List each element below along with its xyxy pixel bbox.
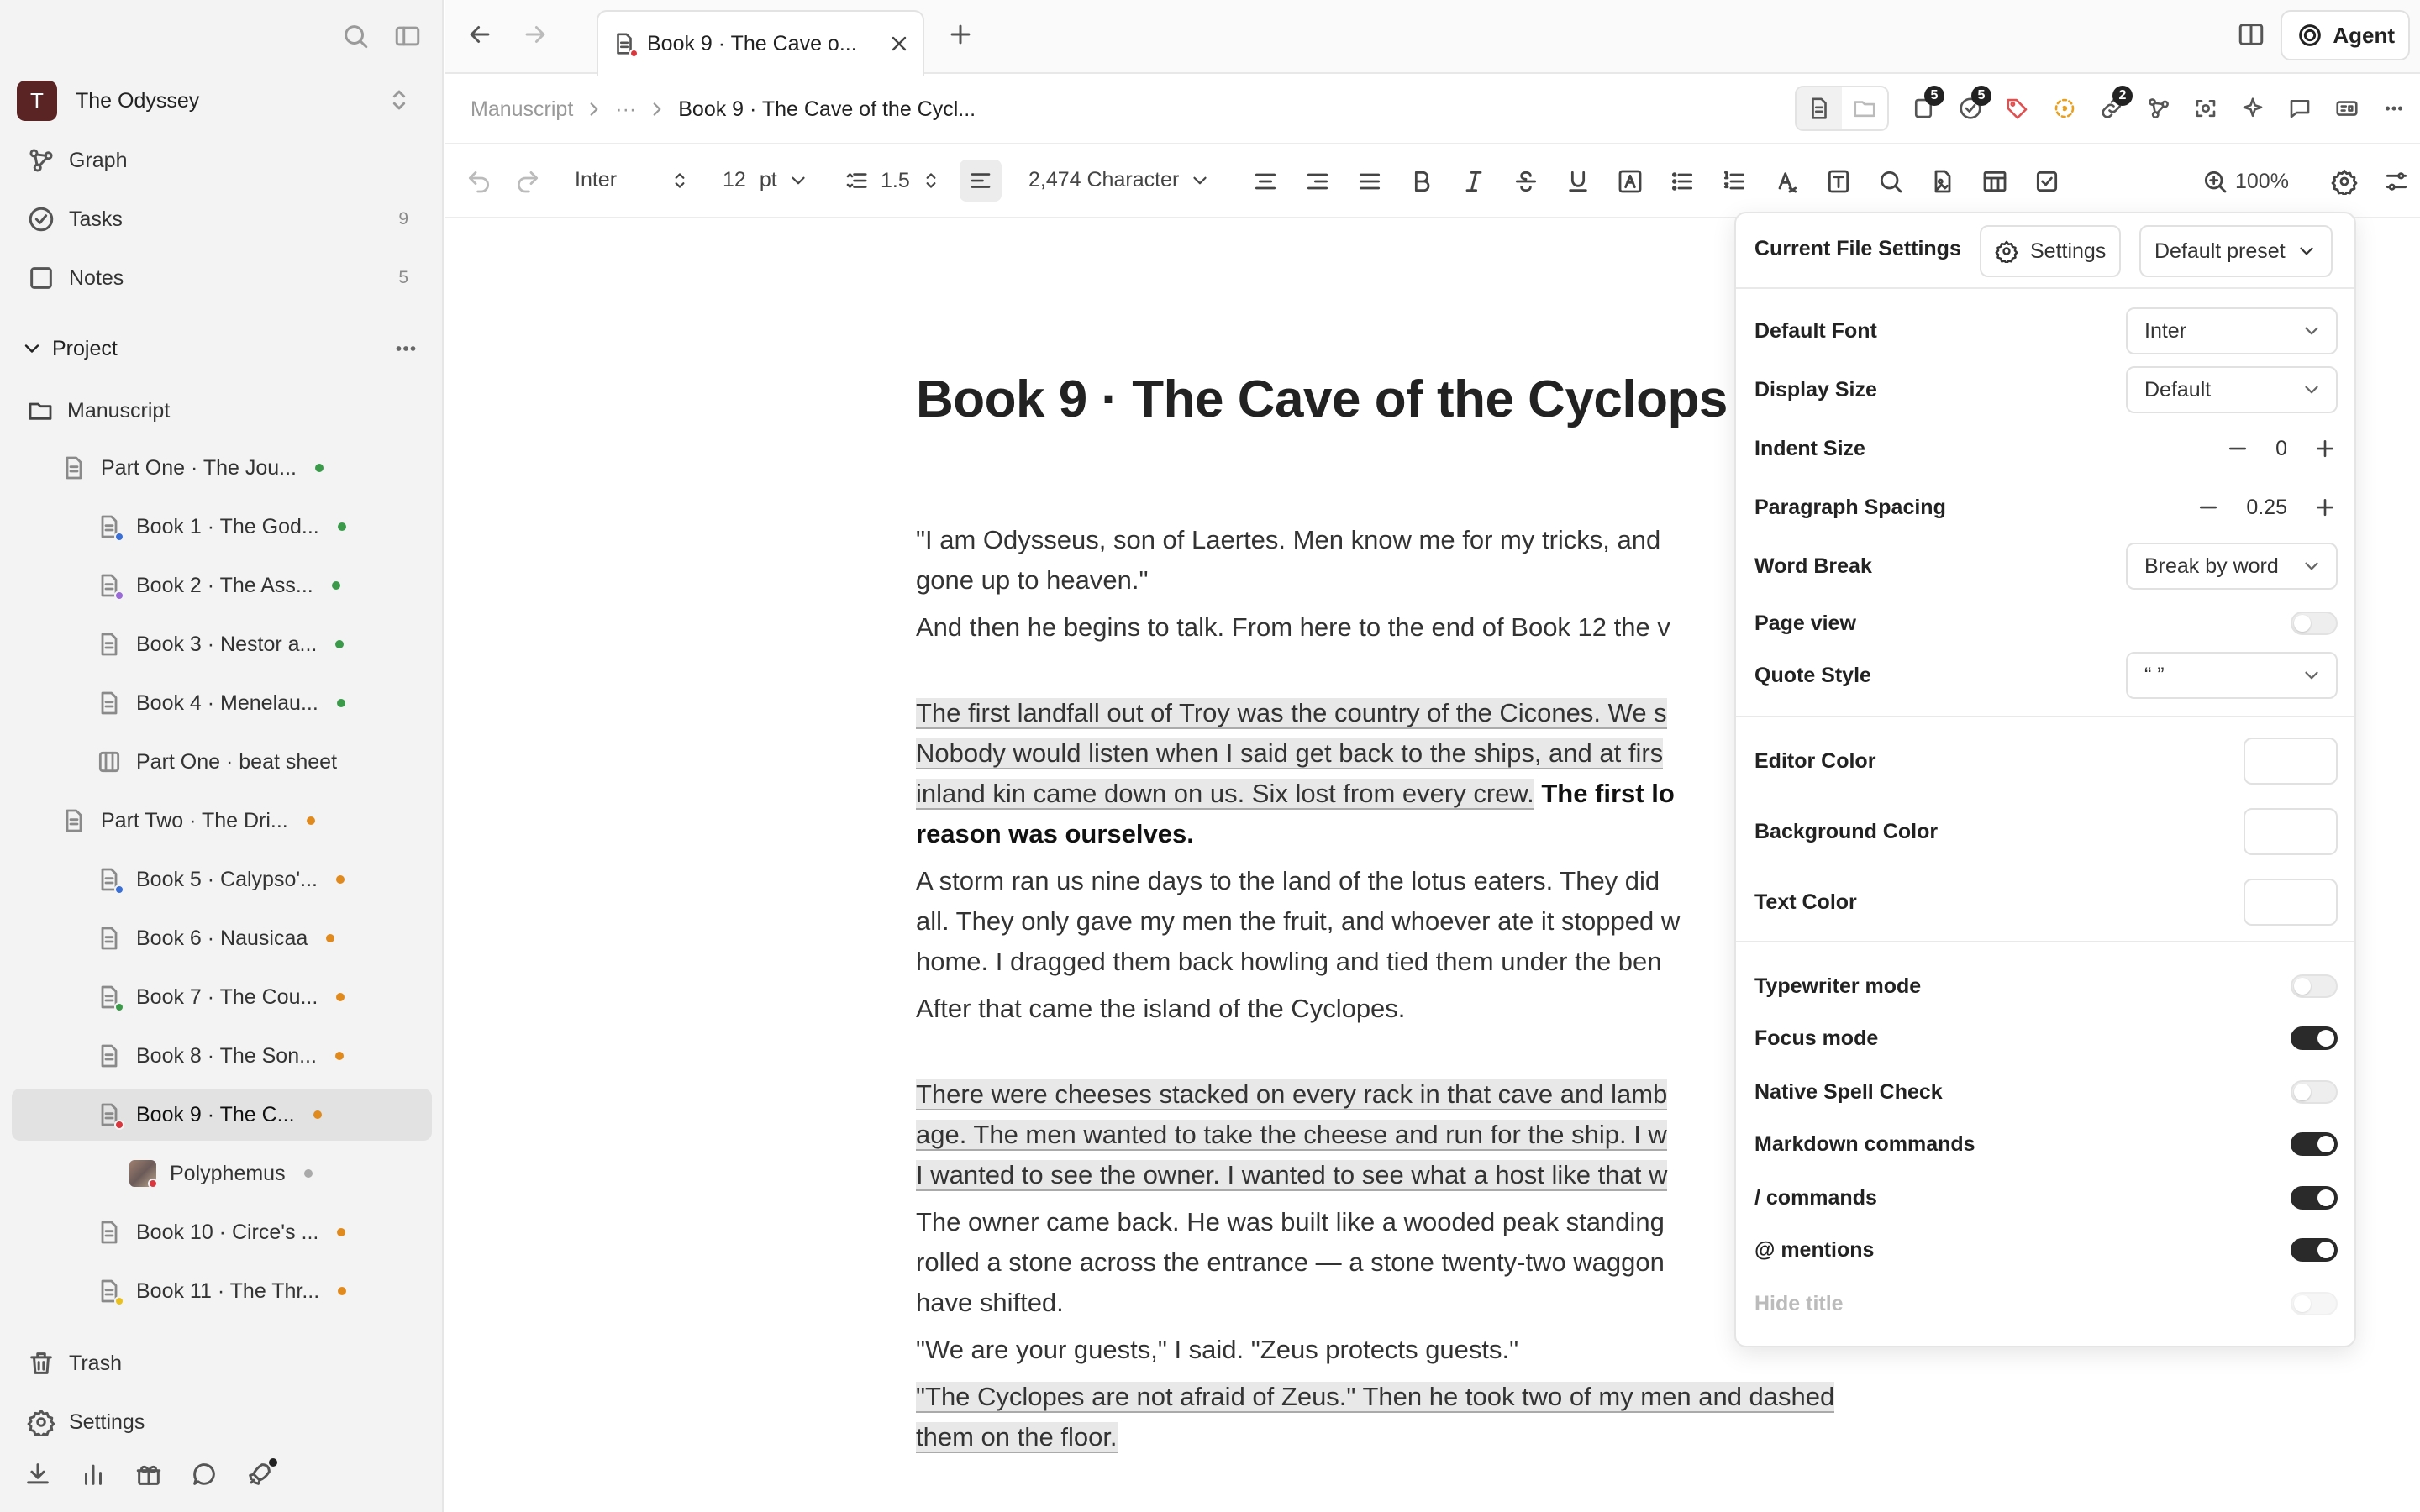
highlighted-text: The first landfall out of Troy was the country of the Cicones. We s — [916, 698, 1667, 727]
graph-icon[interactable] — [2146, 96, 2171, 121]
default-font-value: Inter — [2144, 318, 2187, 343]
quote-style-row — [1754, 650, 2338, 701]
chevron-down-icon — [2301, 379, 2323, 401]
folder-icon — [27, 397, 54, 424]
paragraph-spacing-row — [1754, 482, 2338, 533]
quote-style-value: “ ” — [2144, 663, 2165, 687]
tree-item[interactable] — [12, 442, 432, 494]
text-line: "We are your guests," I said. "Zeus protects guests." — [916, 1335, 1519, 1364]
default-font-label: Default Font — [1754, 318, 1877, 343]
paragraph[interactable] — [916, 989, 1874, 1029]
italic-icon[interactable] — [1460, 168, 1487, 195]
trash-icon — [27, 1349, 69, 1378]
gear-icon — [27, 1408, 69, 1436]
document-icon — [96, 1101, 123, 1128]
focus-mode-row — [1754, 1013, 2338, 1063]
agent-icon — [2296, 21, 2324, 50]
chevron-right-icon — [583, 98, 605, 120]
chevron-up-down-icon — [385, 86, 413, 114]
tree-item[interactable] — [12, 1089, 432, 1141]
panel-title: Current File Settings — [1754, 237, 1961, 260]
settings-button-label: Settings — [2030, 239, 2107, 263]
sliders-icon[interactable] — [2383, 168, 2410, 195]
slash-commands-toggle[interactable] — [2291, 1186, 2338, 1210]
notes-count: 5 — [398, 268, 408, 287]
typewriter-row — [1754, 961, 2338, 1011]
display-size-select[interactable] — [2126, 366, 2338, 413]
indent-value: 0 — [2275, 436, 2287, 460]
links-badge: 2 — [2112, 86, 2133, 106]
tree-item[interactable] — [12, 1206, 432, 1258]
tree-item-label: Book 8 · The Son... — [136, 1043, 317, 1068]
highlighted-text: inland kin came down on us. Six lost from every crew. — [916, 779, 1534, 808]
tree-item[interactable] — [12, 912, 432, 964]
text-color-icon[interactable] — [1617, 168, 1644, 195]
document-icon — [612, 31, 637, 56]
text-line: home. I dragged them back howling and tied them under the ben — [916, 947, 1662, 976]
focus-scan-icon[interactable] — [2193, 96, 2218, 121]
page-view-label: Page view — [1754, 611, 1856, 635]
text-line: The owner came back. He was built like a wooded peak standing — [916, 1207, 1665, 1236]
document-title[interactable]: Book 9 · The Cave of the Cyclops — [916, 370, 1728, 428]
tree-item[interactable] — [12, 1147, 432, 1200]
editor-color-swatch[interactable] — [2244, 738, 2338, 785]
undo-icon[interactable] — [466, 168, 492, 195]
text-color-label: Text Color — [1754, 890, 1857, 914]
page-view-row — [1754, 598, 2338, 648]
slash-commands-row — [1754, 1173, 2338, 1223]
nav-settings[interactable] — [12, 1398, 432, 1446]
align-right-icon[interactable] — [1304, 168, 1331, 195]
breadcrumb — [445, 76, 2420, 144]
underline-icon[interactable] — [1565, 168, 1591, 195]
paragraph[interactable] — [916, 520, 1874, 601]
document-icon — [96, 1219, 123, 1246]
tree-item-label: Part Two · The Dri... — [101, 808, 288, 832]
table-icon[interactable] — [1981, 168, 2008, 195]
workspace-switcher[interactable] — [17, 81, 425, 121]
tree-item[interactable] — [12, 677, 432, 729]
background-color-swatch[interactable] — [2244, 808, 2338, 855]
quote-style-select[interactable] — [2126, 652, 2338, 699]
bold-icon[interactable] — [1408, 168, 1435, 195]
tree-folder[interactable] — [12, 385, 432, 437]
tree-item[interactable] — [12, 1265, 432, 1317]
tree-item[interactable] — [12, 971, 432, 1023]
bold-text: reason was ourselves. — [916, 819, 1194, 848]
plus-icon[interactable] — [2312, 436, 2338, 461]
breadcrumb-ellipsis[interactable]: ··· — [615, 97, 637, 121]
breadcrumb-root[interactable]: Manuscript — [471, 97, 574, 121]
tree-item-label: Manuscript — [67, 398, 171, 423]
tree-item-label: Book 3 · Nestor a... — [136, 632, 318, 656]
document-icon — [96, 925, 123, 952]
status-dot — [338, 1287, 346, 1295]
pages-badge: 5 — [1924, 86, 1944, 106]
color-dot — [114, 532, 124, 542]
highlighted-text: Nobody would listen when I said get back to the ships, and at firs — [916, 738, 1664, 768]
text-line: And then he begins to talk. From here to the end of Book 12 the v — [916, 612, 1670, 642]
tree-item-label: Part One · beat sheet — [136, 749, 338, 774]
text-color-swatch[interactable] — [2244, 879, 2338, 926]
chevron-down-icon — [2301, 664, 2323, 686]
nav-graph[interactable] — [12, 136, 432, 185]
format-toolbar — [445, 146, 2420, 218]
highlighted-text: them on the floor. — [916, 1422, 1118, 1452]
file-image-icon[interactable] — [1929, 168, 1956, 195]
divider — [1736, 287, 2354, 289]
tree-item-label: Book 9 · The C... — [136, 1102, 295, 1126]
tree-item-label: Book 11 · The Thr... — [136, 1278, 320, 1303]
project-label: Project — [52, 336, 118, 360]
mentions-toggle[interactable] — [2291, 1238, 2338, 1262]
folder-view-icon[interactable] — [1842, 87, 1887, 129]
chevron-down-icon — [2296, 240, 2317, 262]
font-family-value: Inter — [575, 168, 618, 192]
paragraph-spacing-stepper[interactable] — [2196, 495, 2338, 520]
markdown-row — [1754, 1119, 2338, 1169]
tree-item-label: Book 6 · Nausicaa — [136, 926, 308, 950]
status-dot — [313, 1110, 322, 1119]
breadcrumb-current[interactable]: Book 9 · The Cave of the Cycl... — [678, 97, 976, 121]
stats-icon[interactable] — [79, 1460, 108, 1488]
typewriter-label: Typewriter mode — [1754, 974, 1922, 998]
document-icon — [96, 866, 123, 893]
tree-item-label: Part One · The Jou... — [101, 455, 297, 480]
highlighted-paragraph[interactable] — [916, 1074, 1874, 1195]
document-icon — [60, 454, 87, 481]
redo-icon[interactable] — [514, 168, 541, 195]
status-dot — [335, 1052, 344, 1060]
tree-item-label: Book 4 · Menelau... — [136, 690, 318, 715]
divider — [1736, 716, 2354, 717]
document-icon — [96, 984, 123, 1011]
tab-bar — [445, 0, 2420, 74]
status-dot — [315, 464, 324, 472]
split-view-icon[interactable] — [2237, 20, 2265, 49]
tree-item[interactable] — [12, 736, 432, 788]
plus-icon[interactable] — [2312, 495, 2338, 520]
nav-tasks-label: Tasks — [69, 207, 123, 231]
view-mode-toggle[interactable] — [1795, 86, 1889, 131]
checkbox-icon[interactable] — [2033, 168, 2060, 195]
text-box-icon[interactable] — [1825, 168, 1852, 195]
word-break-value: Break by word — [2144, 554, 2279, 578]
forward-arrow-icon[interactable] — [521, 20, 550, 49]
display-size-label: Display Size — [1754, 377, 1877, 402]
rocket-icon[interactable] — [245, 1460, 274, 1488]
paragraph[interactable] — [916, 861, 1874, 982]
id-card-icon[interactable] — [2334, 96, 2360, 121]
highlighted-text: age. The men wanted to take the cheese and run for the ship. I w — [916, 1120, 1667, 1149]
sidebar — [0, 0, 444, 1512]
align-left-button[interactable] — [960, 160, 1002, 202]
zoom-in-icon — [2202, 168, 2228, 195]
slash-commands-label: / commands — [1754, 1185, 1877, 1210]
text-line: all. They only gave my men the fruit, and whoever ate it stopped w — [916, 906, 1681, 936]
text-line: After that came the island of the Cyclopes. — [916, 994, 1406, 1023]
line-height-value: 1.5 — [881, 168, 910, 192]
indent-stepper[interactable] — [2225, 436, 2338, 461]
tree-item-label: Book 2 · The Ass... — [136, 573, 313, 597]
preset-value: Default preset — [2154, 239, 2286, 263]
character-avatar-icon — [129, 1160, 156, 1187]
tree-item[interactable] — [12, 1030, 432, 1082]
quote-style-label: Quote Style — [1754, 663, 1871, 687]
pages-icon[interactable] — [1911, 88, 1939, 121]
zoom-value: 100% — [2235, 169, 2289, 193]
strikethrough-icon[interactable] — [1512, 168, 1539, 195]
color-dot — [114, 1002, 124, 1012]
background-color-label: Background Color — [1754, 819, 1939, 843]
status-dot — [336, 993, 345, 1001]
sidebar-toggle-icon[interactable] — [393, 22, 422, 50]
word-break-row — [1754, 541, 2338, 591]
text-line: rolled a stone across the entrance — a stone twenty-two waggon — [916, 1247, 1665, 1277]
chevron-down-icon[interactable] — [20, 337, 44, 360]
chevron-down-icon — [2301, 555, 2323, 577]
bold-text: The first lo — [1534, 779, 1675, 808]
word-break-select[interactable] — [2126, 543, 2338, 590]
agent-button[interactable] — [2281, 10, 2410, 60]
paragraph[interactable] — [916, 1202, 1874, 1323]
spell-check-row — [1754, 1067, 2338, 1117]
page-tools — [1795, 86, 2407, 131]
hide-title-row — [1754, 1278, 2338, 1329]
justify-icon[interactable] — [1356, 168, 1383, 195]
spell-check-toggle[interactable] — [2291, 1080, 2338, 1104]
document-view-icon[interactable] — [1797, 87, 1842, 129]
tree-item[interactable] — [12, 559, 432, 612]
document-icon — [96, 513, 123, 540]
focus-mode-label: Focus mode — [1754, 1026, 1879, 1050]
status-dot — [307, 816, 315, 825]
highlighted-paragraph[interactable] — [916, 693, 1874, 854]
tab-title: Book 9 · The Cave o... — [647, 31, 857, 55]
editor-color-label: Editor Color — [1754, 748, 1876, 773]
focus-mode-toggle[interactable] — [2291, 1026, 2338, 1050]
mentions-label: @ mentions — [1754, 1237, 1875, 1262]
chevron-right-icon — [646, 98, 668, 120]
tree-item[interactable] — [12, 853, 432, 906]
display-size-value: Default — [2144, 377, 2212, 402]
search-icon[interactable] — [341, 22, 370, 50]
document-icon — [96, 572, 123, 599]
nav-notes-label: Notes — [69, 265, 124, 290]
clear-format-icon[interactable] — [1773, 168, 1800, 195]
settings-label: Settings — [69, 1410, 145, 1434]
minus-icon[interactable] — [2196, 495, 2221, 520]
tree-item[interactable] — [12, 795, 432, 847]
status-dot — [332, 581, 340, 590]
font-size-value: 12 — [723, 168, 746, 192]
text-line: A storm ran us nine days to the land of the lotus eaters. They did — [916, 866, 1660, 895]
font-size-select[interactable] — [723, 168, 809, 192]
markdown-toggle[interactable] — [2291, 1132, 2338, 1156]
tag-icon[interactable] — [2005, 96, 2030, 121]
background-color-row — [1754, 806, 2338, 857]
tree-item-label: Book 7 · The Cou... — [136, 984, 318, 1009]
text-line: have shifted. — [916, 1288, 1064, 1317]
bullet-list-icon[interactable] — [1669, 168, 1696, 195]
paragraph-spacing-label: Paragraph Spacing — [1754, 495, 1946, 519]
gear-icon[interactable] — [2331, 168, 2358, 195]
highlighted-text: There were cheeses stacked on every rack in that cave and lamb — [916, 1079, 1668, 1109]
project-section-header[interactable] — [12, 324, 432, 373]
divider — [1736, 941, 2354, 942]
page-view-toggle[interactable] — [2291, 612, 2338, 635]
line-height-select[interactable] — [844, 168, 942, 193]
document-icon — [60, 807, 87, 834]
color-dot — [114, 885, 124, 895]
paragraph[interactable] — [916, 1330, 1874, 1370]
status-dot — [338, 522, 346, 531]
tree-item-label: Book 5 · Calypso'... — [136, 867, 318, 891]
new-tab-plus-icon[interactable] — [946, 20, 975, 49]
align-center-icon[interactable] — [1252, 168, 1279, 195]
text-line: "I am Odysseus, son of Laertes. Men know me for my tricks, and — [916, 525, 1661, 554]
typewriter-toggle[interactable] — [2291, 974, 2338, 998]
indent-size-label: Indent Size — [1754, 436, 1865, 460]
graph-icon — [27, 146, 69, 175]
gear-icon — [1995, 239, 2018, 263]
highlighted-text: "The Cyclopes are not afraid of Zeus." Then he took two of my men and dashed — [916, 1382, 1835, 1411]
tree-item-label: Book 10 · Circe's ... — [136, 1220, 319, 1244]
minus-icon[interactable] — [2225, 436, 2250, 461]
spell-check-label: Native Spell Check — [1754, 1079, 1943, 1104]
status-dot — [304, 1169, 313, 1178]
paragraph[interactable] — [916, 607, 1874, 648]
agent-label: Agent — [2333, 22, 2395, 48]
hide-title-label: Hide title — [1754, 1291, 1844, 1315]
nav-tasks[interactable] — [12, 195, 432, 244]
tasks-badge: 5 — [1971, 86, 1991, 106]
paragraph-spacing-value: 0.25 — [2246, 495, 2287, 519]
display-size-row — [1754, 365, 2338, 415]
color-dot — [114, 1120, 124, 1130]
color-dot — [148, 1179, 158, 1189]
status-dot — [336, 875, 345, 884]
gift-icon[interactable] — [134, 1460, 163, 1488]
preset-select[interactable] — [2139, 225, 2333, 277]
tree-item-label: Polyphemus — [170, 1161, 286, 1185]
mentions-row — [1754, 1225, 2338, 1275]
nav-graph-label: Graph — [69, 148, 128, 172]
highlighted-paragraph[interactable] — [916, 1377, 1874, 1457]
nav-trash[interactable] — [12, 1339, 432, 1388]
markdown-label: Markdown commands — [1754, 1131, 1975, 1156]
link-icon[interactable] — [2099, 88, 2127, 121]
document-icon — [96, 1042, 123, 1069]
status-dot — [337, 699, 345, 707]
font-size-unit: pt — [759, 168, 777, 192]
trash-label: Trash — [69, 1351, 122, 1375]
color-dot — [114, 1296, 124, 1306]
workspace-name: The Odyssey — [76, 88, 200, 113]
more-horizontal-icon[interactable] — [2381, 96, 2407, 121]
status-dot — [326, 934, 334, 942]
font-family-select[interactable] — [575, 168, 691, 192]
character-count: 2,474 Character — [1028, 168, 1180, 192]
text-line: gone up to heaven." — [916, 565, 1149, 595]
workspace-avatar: T — [17, 81, 57, 121]
settings-button[interactable] — [1980, 225, 2121, 277]
nav-notes[interactable] — [12, 254, 432, 302]
board-icon — [96, 748, 123, 775]
word-break-label: Word Break — [1754, 554, 1872, 578]
check-circle-icon — [27, 205, 69, 234]
document-icon — [96, 631, 123, 658]
default-font-select[interactable] — [2126, 307, 2338, 354]
download-icon[interactable] — [24, 1460, 52, 1488]
document-icon — [96, 1278, 123, 1305]
hide-title-toggle[interactable] — [2291, 1292, 2338, 1315]
search-icon[interactable] — [1877, 168, 1904, 195]
tree-item[interactable] — [12, 618, 432, 670]
highlighted-text: I wanted to see the owner. I wanted to see what a host like that w — [916, 1160, 1668, 1189]
indent-size-row — [1754, 423, 2338, 474]
file-settings-panel — [1734, 212, 2356, 1347]
document-icon — [96, 690, 123, 717]
status-dot — [337, 1228, 345, 1236]
tasks-check-icon[interactable] — [1958, 88, 1986, 121]
text-color-row — [1754, 877, 2338, 927]
tab-book-9[interactable] — [597, 10, 924, 76]
status-dot — [335, 640, 344, 648]
sparkle-icon[interactable] — [2240, 96, 2265, 121]
tree-item-label: Book 1 · The God... — [136, 514, 319, 538]
zoom-control[interactable] — [2202, 168, 2289, 195]
status-circle-icon[interactable] — [2052, 96, 2077, 121]
close-icon[interactable] — [887, 32, 911, 55]
tree-item[interactable] — [12, 501, 432, 553]
tasks-count: 9 — [398, 209, 408, 228]
back-arrow-icon[interactable] — [466, 20, 494, 49]
comment-icon[interactable] — [2287, 96, 2312, 121]
editor-color-row — [1754, 736, 2338, 786]
more-horizontal-icon[interactable] — [392, 334, 420, 363]
character-count-select[interactable] — [1028, 168, 1211, 192]
note-icon — [27, 264, 69, 292]
chat-icon[interactable] — [190, 1460, 218, 1488]
numbered-list-icon[interactable] — [1721, 168, 1748, 195]
chevron-down-icon — [2301, 320, 2323, 342]
color-dot — [114, 591, 124, 601]
default-font-row — [1754, 306, 2338, 356]
